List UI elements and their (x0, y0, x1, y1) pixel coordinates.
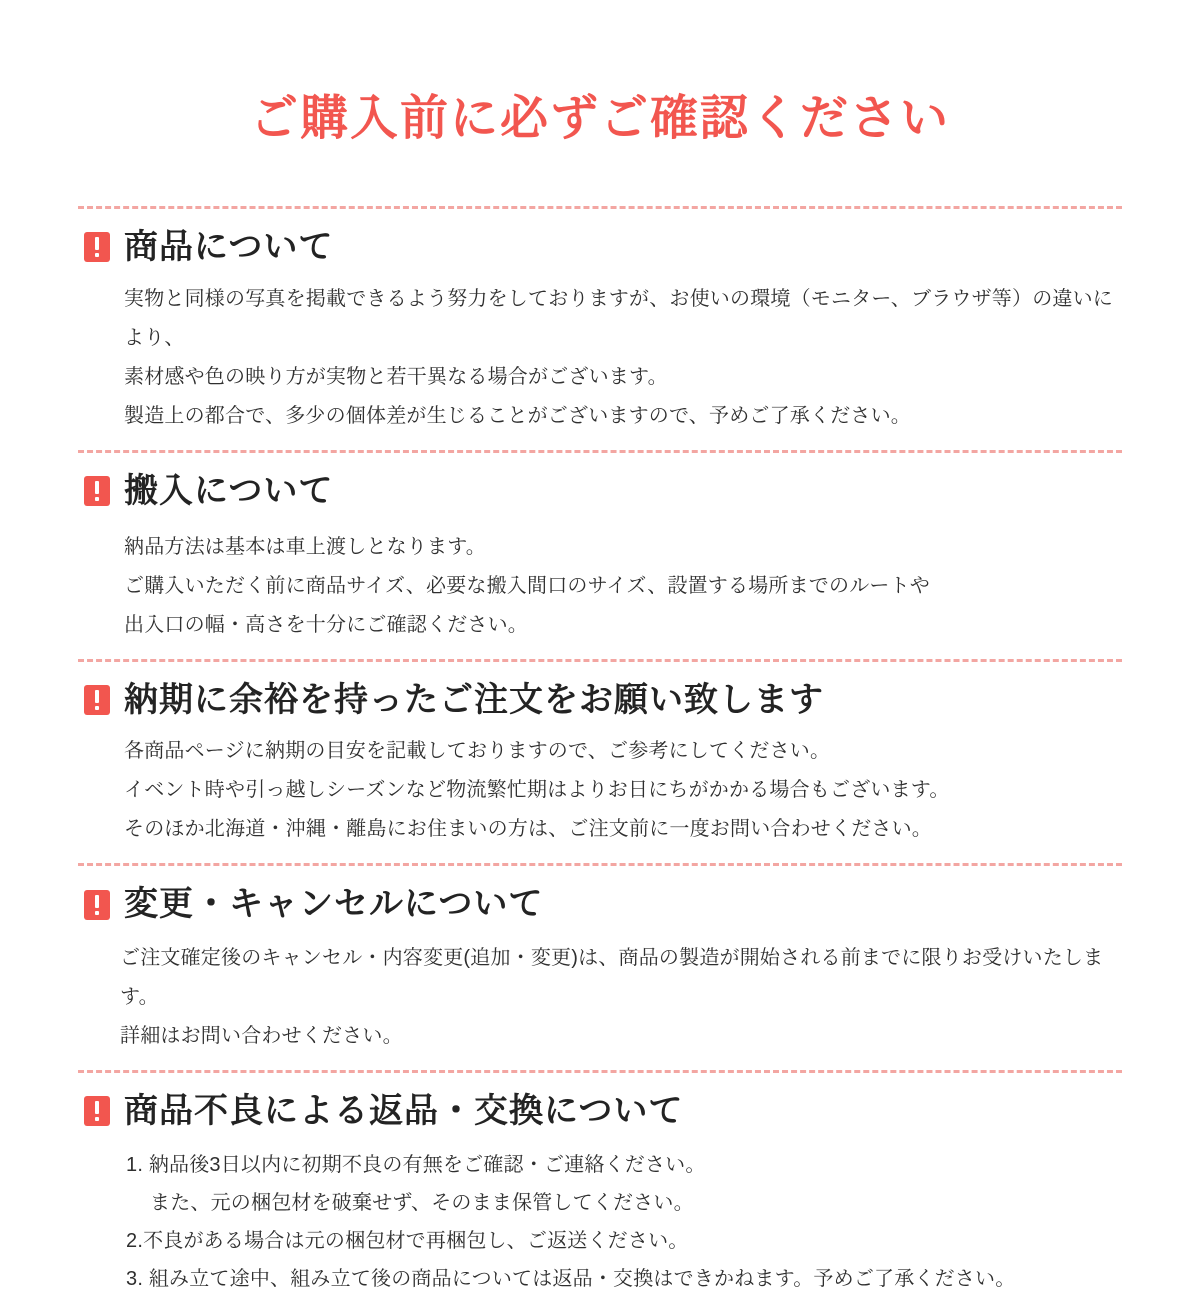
body-line: ご購入いただく前に商品サイズ、必要な搬入間口のサイズ、設置する場所までのルートや (124, 574, 930, 597)
body-line: 納品方法は基本は車上渡しとなります。 (124, 535, 486, 558)
section-body (78, 720, 1122, 849)
section-lead-time (78, 662, 1122, 864)
body-line: 実物と同様の写真を掲載できるよう努力をしておりますが、お使いの環境（モニター、ブラウザ等）の違いにより、 (124, 287, 1113, 349)
body-line: 詳細はお問い合わせください。 (120, 1025, 403, 1048)
body-line: そのほか北海道・沖縄・離島にお住まいの方は、ご注文前に一度お問い合わせください。 (124, 818, 932, 841)
body-line: 素材感や色の映り方が実物と若干異なる場合がございます。 (124, 365, 668, 388)
body-line: ご注文確定後のキャンセル・内容変更(追加・変更)は、商品の製造が開始される前までに限りお受けいたします。 (120, 947, 1104, 1009)
exclamation-badge-icon (84, 232, 110, 262)
section-delivery (78, 453, 1122, 659)
section-defect-return (78, 1073, 1122, 1312)
body-line: 出入口の幅・高さを十分にご確認ください。 (124, 613, 528, 636)
exclamation-badge-icon (84, 685, 110, 715)
body-line: 各商品ページに納期の目安を記載しておりますので、ご参考にしてください。 (124, 740, 831, 763)
exclamation-badge-icon (84, 1096, 110, 1126)
section-title: 商品について (124, 227, 334, 266)
section-body (78, 1132, 1122, 1298)
section-product (78, 209, 1122, 450)
section-header (78, 1091, 1122, 1132)
section-header (78, 227, 1122, 268)
body-line: また、元の梱包材を破棄せず、そのまま保管してください。 (150, 1191, 694, 1214)
body-line: 1. 納品後3日以内に初期不良の有無をご確認・ご連絡ください。 (126, 1153, 706, 1176)
section-body (78, 925, 1122, 1056)
section-header (78, 884, 1122, 925)
section-body (78, 268, 1122, 436)
section-title: 搬入について (124, 471, 334, 510)
section-cancellation (78, 866, 1122, 1070)
exclamation-badge-icon (84, 890, 110, 920)
section-header (78, 680, 1122, 721)
body-line: 製造上の都合で、多少の個体差が生じることがございますので、予めご了承ください。 (124, 404, 911, 427)
notice-page (0, 32, 1200, 1290)
body-line: 2.不良がある場合は元の梱包材で再梱包し、ご返送ください。 (126, 1229, 689, 1252)
body-line: イベント時や引っ越しシーズンなど物流繁忙期はよりお日にちがかかる場合もございます。 (124, 779, 950, 802)
section-body (78, 512, 1122, 645)
page-title: ご購入前に必ずご確認ください (249, 92, 950, 146)
section-title: 変更・キャンセルについて (124, 885, 544, 924)
body-line: 3. 組み立て途中、組み立て後の商品については返品・交換はできかねます。予めご了承ください。 (126, 1267, 1016, 1290)
section-header (78, 471, 1122, 512)
section-title: 納期に余裕を持ったご注文をお願い致します (124, 680, 824, 719)
section-title: 商品不良による返品・交換について (124, 1092, 684, 1131)
exclamation-badge-icon (84, 476, 110, 506)
